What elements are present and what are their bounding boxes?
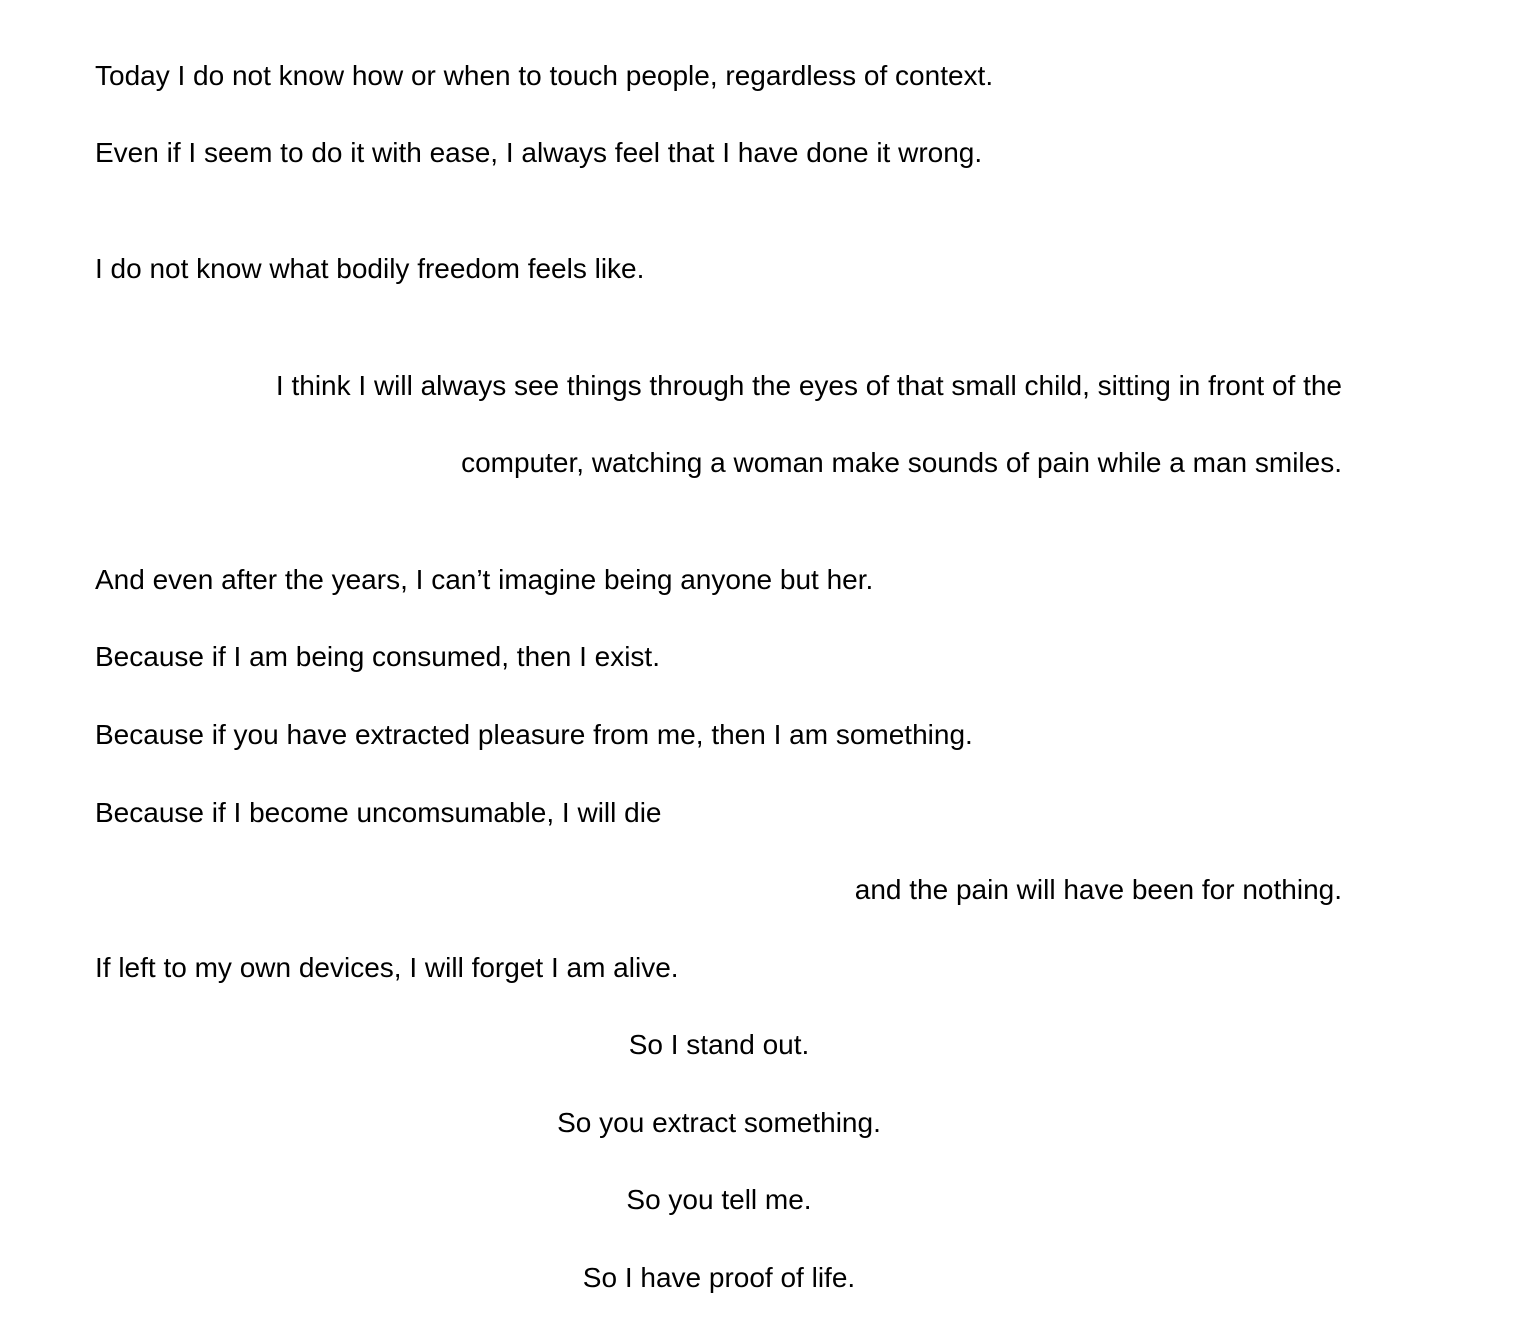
poem-line: So I stand out.: [628, 1029, 810, 1060]
poem-line: And even after the years, I can’t imagine being anyone but her.: [95, 564, 874, 595]
poem-line: So you extract something.: [557, 1107, 881, 1138]
poem-line: So you tell me.: [626, 1184, 812, 1215]
poem-line: computer, watching a woman make sounds of pain while a man smiles.: [461, 447, 1342, 478]
poem-line: Because if you have extracted pleasure from me, then I am something.: [95, 719, 973, 750]
poem-line: and the pain will have been for nothing.: [854, 874, 1342, 905]
poem-line: If left to my own devices, I will forget I am alive.: [95, 952, 679, 983]
poem-line: I do not know what bodily freedom feels like.: [95, 253, 645, 284]
poem-line: Even if I seem to do it with ease, I always feel that I have done it wrong.: [95, 137, 983, 168]
poem-line: I think I will always see things through the eyes of that small child, sitting in front of the: [275, 370, 1342, 401]
poem-line: So I have proof of life.: [582, 1262, 856, 1293]
poem-line: Because if I become uncomsumable, I will die: [95, 797, 662, 828]
poem-line: Because if I am being consumed, then I exist.: [95, 641, 660, 672]
poem-line: Today I do not know how or when to touch people, regardless of context.: [95, 60, 994, 91]
